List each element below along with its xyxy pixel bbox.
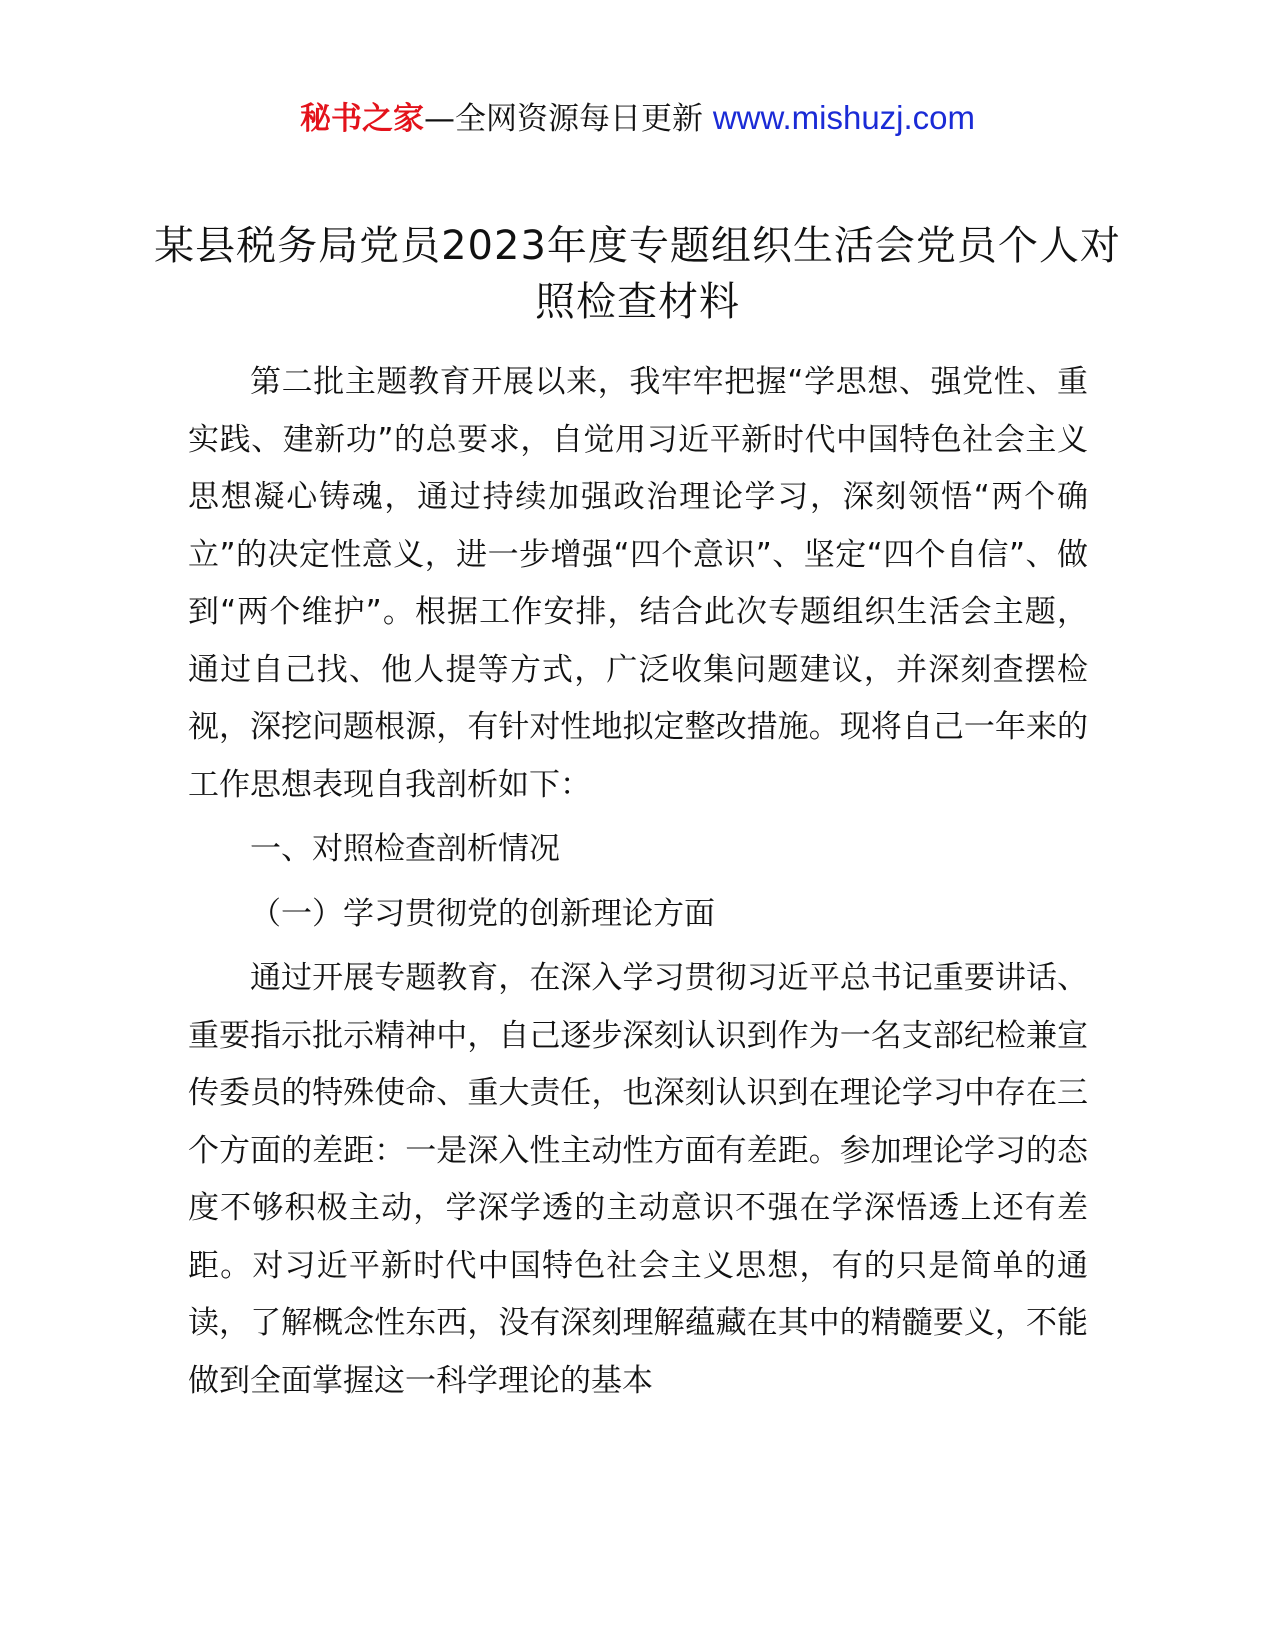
site-header (0, 94, 1275, 143)
section-heading: 一、对照检查剖析情况 (250, 831, 560, 867)
subsection-heading: （一）学习贯彻党的创新理论方面 (250, 895, 715, 932)
body-paragraph: 通过开展专题教育，在深入学习贯彻习近平总书记重要讲话、重要指示批示精神中，自己逐步深刻认识到作为一名支部纪检兼宣传委员的特殊使命、重大责任，也深刻认识到在理论学习中存在三个方面的差距：一是深入性主动性方面有差距。参加理论学习的态度不够积极主动，学深学透的主动意识不强在学深悟透上还有差距。对习近平新时代中国特色社会主义思想，有的只是简单的通读，了解概念性东西，没有深刻理解蕴藏在其中的精髓要义，不能做到全面掌握这一科学理论的基本 (188, 960, 1088, 1399)
site-url-link[interactable]: www.mishuzj.com (712, 99, 976, 136)
document-body (188, 354, 1088, 1410)
brand-name: 秘书之家 (299, 101, 424, 137)
document-title: 某县税务局党员2023年度专题组织生活会党员个人对照检查材料 (154, 223, 1121, 325)
intro-paragraph: 第二批主题教育开展以来，我牢牢把握“学思想、强党性、重实践、建新功”的总要求，自觉用习近平新时代中国特色社会主义思想凝心铸魂，通过持续加强政治理论学习，深刻领悟“两个确立”的决定性意义，进一步增强“四个意识”、坚定“四个自信”、做到“两个维护”。根据工作安排，结合此次专题组织生活会主题，通过自己找、他人提等方式，广泛收集问题建议，并深刻查摆检视，深挖问题根源，有针对性地拟定整改措施。现将自己一年来的工作思想表现自我剖析如下： (188, 364, 1088, 803)
header-tagline: —全网资源每日更新 (423, 101, 713, 137)
